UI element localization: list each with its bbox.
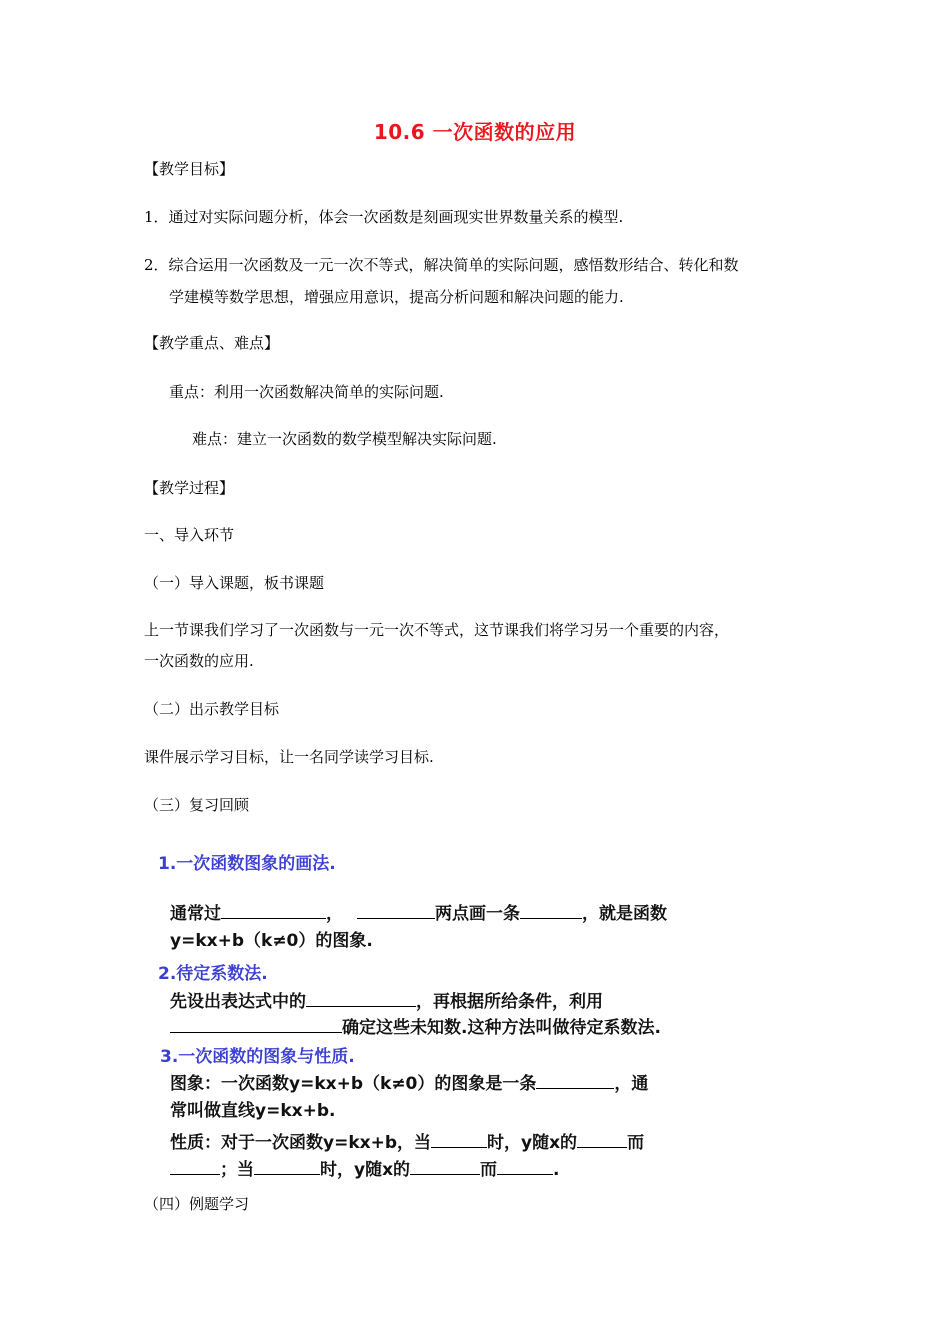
fill-blank bbox=[221, 900, 326, 919]
show-goals-text: 课件展示学习目标，让一名同学读学习目标. bbox=[144, 748, 434, 766]
slide-line-6: 常叫做直线y=kx+b. bbox=[170, 1101, 336, 1121]
fill-blank bbox=[357, 900, 435, 919]
goal-item-2-line-1: 2．综合运用一次函数及一元一次不等式，解决简单的实际问题，感悟数形结合、转化和数 bbox=[144, 256, 739, 274]
slide-line-3: 先设出表达式中的 ，再根据所给条件，利用 bbox=[170, 987, 603, 1012]
fill-blank bbox=[410, 1156, 480, 1175]
fill-blank bbox=[306, 988, 416, 1007]
key-point: 重点：利用一次函数解决简单的实际问题. bbox=[169, 383, 444, 401]
slide-line-5: 图象：一次函数y=kx+b（k≠0）的图象是一条 ，通 bbox=[170, 1069, 648, 1094]
slide-line-2: y=kx+b（k≠0）的图象. bbox=[170, 931, 373, 951]
section-heading-goals: 【教学目标】 bbox=[144, 160, 235, 178]
slide-heading-1: 1.一次函数图象的画法. bbox=[158, 854, 336, 874]
fill-blank bbox=[431, 1129, 487, 1148]
fill-blank bbox=[254, 1156, 320, 1175]
fill-blank bbox=[170, 1156, 220, 1175]
fill-blank bbox=[520, 900, 582, 919]
section-heading-process: 【教学过程】 bbox=[144, 479, 235, 497]
slide-heading-2: 2.待定系数法. bbox=[158, 964, 268, 984]
document-title: 10.6 一次函数的应用 bbox=[373, 120, 577, 144]
slide-heading-3: 3.一次函数的图象与性质. bbox=[160, 1047, 355, 1067]
fill-blank bbox=[536, 1070, 614, 1089]
subheading-review: （三）复习回顾 bbox=[144, 796, 250, 814]
goal-item-2-line-2: 学建模等数学思想，增强应用意识，提高分析问题和解决问题的能力. bbox=[169, 288, 624, 306]
fill-blank bbox=[170, 1014, 342, 1033]
intro-paragraph-line-1: 上一节课我们学习了一次函数与一元一次不等式，这节课我们将学习另一个重要的内容， bbox=[144, 621, 730, 639]
slide-line-7: 性质：对于一次函数y=kx+b，当 时，y随x的 而 bbox=[170, 1128, 644, 1153]
intro-paragraph-line-2: 一次函数的应用. bbox=[144, 652, 254, 670]
part-heading-intro: 一、导入环节 bbox=[144, 526, 235, 544]
slide-line-8: ；当 时，y随x的 而 . bbox=[170, 1155, 560, 1180]
fill-blank bbox=[577, 1129, 627, 1148]
subheading-intro-topic: （一）导入课题，板书课题 bbox=[144, 574, 325, 592]
difficult-point: 难点：建立一次函数的数学模型解决实际问题. bbox=[192, 430, 497, 448]
slide-line-1: 通常过 ， 两点画一条 ，就是函数 bbox=[170, 899, 667, 924]
fill-blank bbox=[497, 1156, 553, 1175]
section-heading-key-points: 【教学重点、难点】 bbox=[144, 334, 280, 352]
subheading-show-goals: （二）出示教学目标 bbox=[144, 700, 280, 718]
slide-line-4: 确定这些未知数.这种方法叫做待定系数法. bbox=[170, 1013, 661, 1038]
goal-item-1: 1．通过对实际问题分析，体会一次函数是刻画现实世界数量关系的模型. bbox=[144, 208, 624, 226]
subheading-examples: （四）例题学习 bbox=[144, 1195, 250, 1213]
